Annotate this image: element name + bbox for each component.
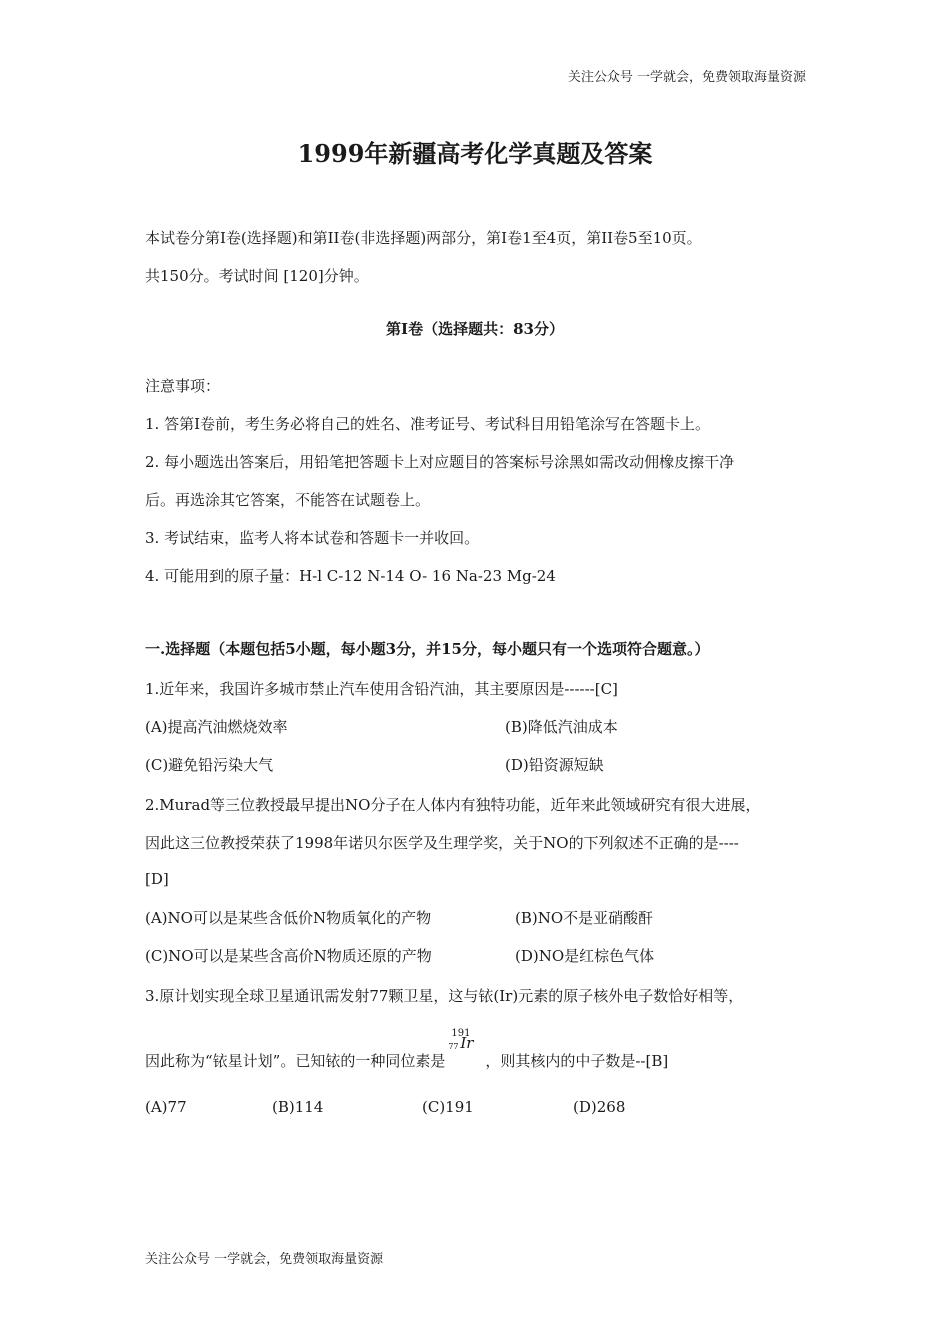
question-1-option-b: (B)降低汽油成本 — [505, 718, 618, 736]
intro-line-1: 本试卷分第Ⅰ卷(选择题)和第II卷(非选择题)两部分，第Ⅰ卷1至4页，第II卷5至10页。 — [145, 229, 702, 247]
notice-item-1: 1. 答第Ⅰ卷前，考生务必将自己的姓名、准考证号、考试科目用铅笔涂写在答题卡上。 — [145, 415, 711, 433]
question-1-option-d: (D)铅资源短缺 — [505, 756, 604, 774]
part-1-title: 一.选择题（本题包括5小题，每小题3分，并15分，每小题只有一个选项符合题意。） — [145, 640, 710, 658]
question-2-option-b: (B)NO不是亚硝酸酐 — [515, 909, 654, 927]
question-3-stem-2-after: ，则其核内的中子数是--[B] — [485, 1052, 669, 1070]
question-3-stem-2 — [145, 1028, 669, 1071]
question-3-stem-2-before: 因此称为“铱星计划”。已知铱的一种同位素是 — [145, 1052, 446, 1070]
question-3-option-c: (C)191 — [422, 1098, 474, 1116]
notice-item-2a: 2. 每小题选出答案后，用铅笔把答题卡上对应题目的答案标号涂黑如需改动佣橡皮擦干净 — [145, 453, 735, 471]
page-title: 1999年新疆高考化学真题及答案 — [297, 139, 653, 168]
question-3-option-b: (B)114 — [272, 1098, 324, 1116]
question-2-stem-3: [D] — [145, 870, 169, 888]
question-2-option-d: (D)NO是红棕色气体 — [515, 947, 655, 965]
header-note: 关注公众号 一学就会，免费领取海量资源 — [567, 70, 806, 85]
section-1-title: 第Ⅰ卷（选择题共：83分） — [386, 320, 564, 338]
question-1-option-a: (A)提高汽油燃烧效率 — [145, 718, 288, 736]
question-1-option-c: (C)避免铅污染大气 — [145, 756, 274, 774]
isotope-atomic-number: 77 — [448, 1042, 459, 1051]
isotope-mass-number: 191 — [451, 1028, 471, 1039]
question-3-option-a: (A)77 — [145, 1098, 187, 1116]
notice-item-2b: 后。再选涂其它答案，不能答在试题卷上。 — [145, 491, 431, 509]
question-2-option-c: (C)NO可以是某些含高价N物质还原的产物 — [145, 947, 432, 965]
notice-item-3: 3. 考试结束，监考人将本试卷和答题卡一并收回。 — [145, 529, 480, 547]
question-1-stem: 1.近年来，我国许多城市禁止汽车使用含铅汽油，其主要原因是------[C] — [145, 680, 618, 698]
notice-heading: 注意事项： — [145, 377, 221, 395]
question-3-stem-1: 3.原计划实现全球卫星通讯需发射77颗卫星，这与铱(Ir)元素的原子核外电子数恰好相等， — [145, 987, 744, 1005]
footer-note: 关注公众号 一学就会，免费领取海量资源 — [145, 1252, 384, 1267]
isotope-notation — [445, 1028, 485, 1066]
question-2-stem-1: 2.Murad等三位教授最早提出NO分子在人体内有独特功能，近年来此领域研究有很大进展， — [145, 796, 761, 814]
notice-item-4: 4. 可能用到的原子量：H-l C-12 N-14 O- 16 Na-23 Mg-24 — [145, 567, 556, 585]
question-2-stem-2: 因此这三位教授荣获了1998年诺贝尔医学及生理学奖，关于NO的下列叙述不正确的是---- — [145, 834, 739, 852]
question-3-option-d: (D)268 — [573, 1098, 626, 1116]
isotope-symbol: Ir — [460, 1034, 474, 1052]
intro-line-2: 共150分。考试时间 [120]分钟。 — [145, 267, 369, 285]
question-2-option-a: (A)NO可以是某些含低价N物质氧化的产物 — [145, 909, 432, 927]
